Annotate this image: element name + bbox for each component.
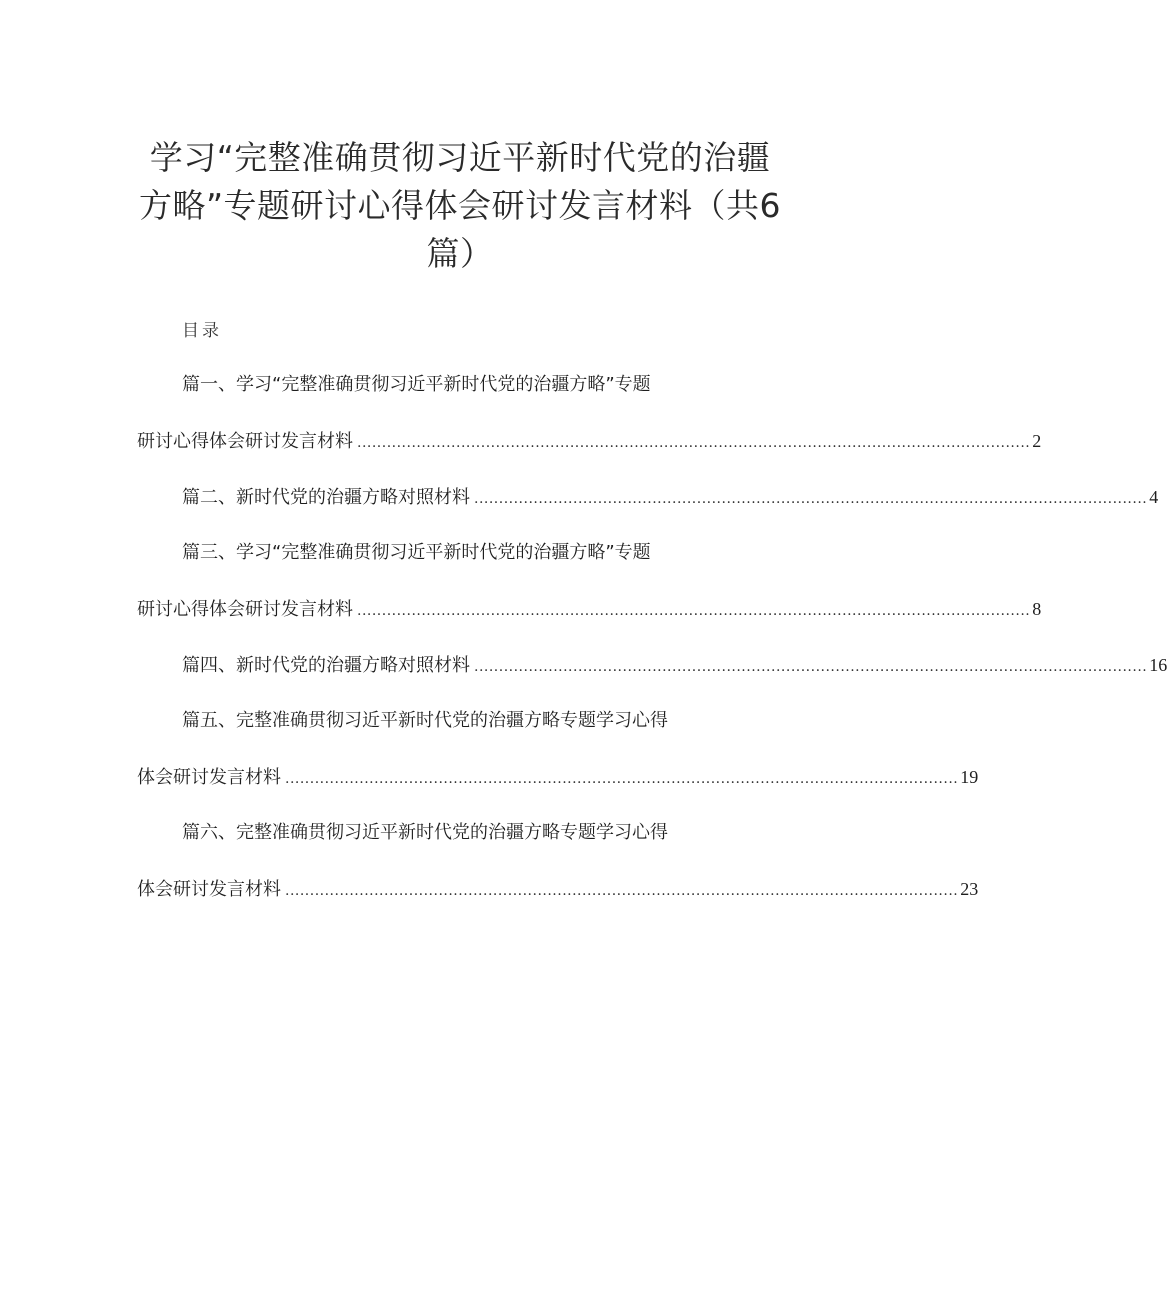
toc-page-number: 8 — [1032, 599, 1042, 619]
toc-entry-3-continuation[interactable] — [137, 596, 1042, 624]
toc-entry-text: 体会研讨发言材料 — [137, 767, 281, 788]
toc-page-number: 2 — [1032, 431, 1042, 451]
toc-entry-1-title[interactable] — [182, 372, 651, 398]
toc-entry-text: 篇五、完整准确贯彻习近平新时代党的治疆方略专题学习心得 — [182, 710, 668, 731]
title-line-3: 篇） — [426, 234, 494, 273]
toc-entry-text: 篇二、新时代党的治疆方略对照材料 — [182, 487, 470, 508]
toc-entry-4[interactable] — [182, 652, 1167, 680]
toc-entry-text: 篇三、学习“完整准确贯彻习近平新时代党的治疆方略”专题 — [182, 542, 651, 563]
toc-entry-text: 篇一、学习“完整准确贯彻习近平新时代党的治疆方略”专题 — [182, 374, 651, 395]
title-line-2: 方略”专题研讨心得体会研讨发言材料（共6 — [138, 186, 782, 225]
toc-page-number: 16 — [1149, 655, 1167, 675]
toc-entry-text: 体会研讨发言材料 — [137, 879, 281, 900]
dot-leader: ........................................................................................................................................ — [285, 883, 959, 899]
toc-page-number: 4 — [1149, 487, 1159, 507]
toc-entry-1-continuation[interactable] — [137, 428, 1042, 456]
toc-entry-5-title[interactable] — [182, 708, 668, 734]
dot-leader: ........................................................................................................................................ — [285, 771, 959, 787]
toc-entry-6-continuation[interactable] — [137, 876, 979, 904]
toc-entry-text: 研讨心得体会研讨发言材料 — [137, 599, 353, 620]
dot-leader: ........................................................................................................................................ — [474, 491, 1148, 507]
toc-entry-3-title[interactable] — [182, 540, 651, 566]
toc-page-number: 19 — [960, 767, 979, 787]
dot-leader: ........................................................................................................................................ — [474, 659, 1148, 675]
title-line-1: 学习“完整准确贯彻习近平新时代党的治疆 — [149, 138, 771, 177]
toc-entry-text: 篇六、完整准确贯彻习近平新时代党的治疆方略专题学习心得 — [182, 822, 668, 843]
toc-entry-2[interactable] — [182, 484, 1159, 512]
toc-page-number: 23 — [960, 879, 979, 899]
dot-leader: ........................................................................................................................................ — [357, 435, 1031, 451]
toc-entry-text: 篇四、新时代党的治疆方略对照材料 — [182, 655, 470, 676]
toc-entry-6-title[interactable] — [182, 820, 668, 846]
dot-leader: ........................................................................................................................................ — [357, 603, 1031, 619]
toc-heading: 目录 — [182, 321, 222, 341]
toc-entry-text: 研讨心得体会研讨发言材料 — [137, 431, 353, 452]
toc-entry-5-continuation[interactable] — [137, 764, 979, 792]
